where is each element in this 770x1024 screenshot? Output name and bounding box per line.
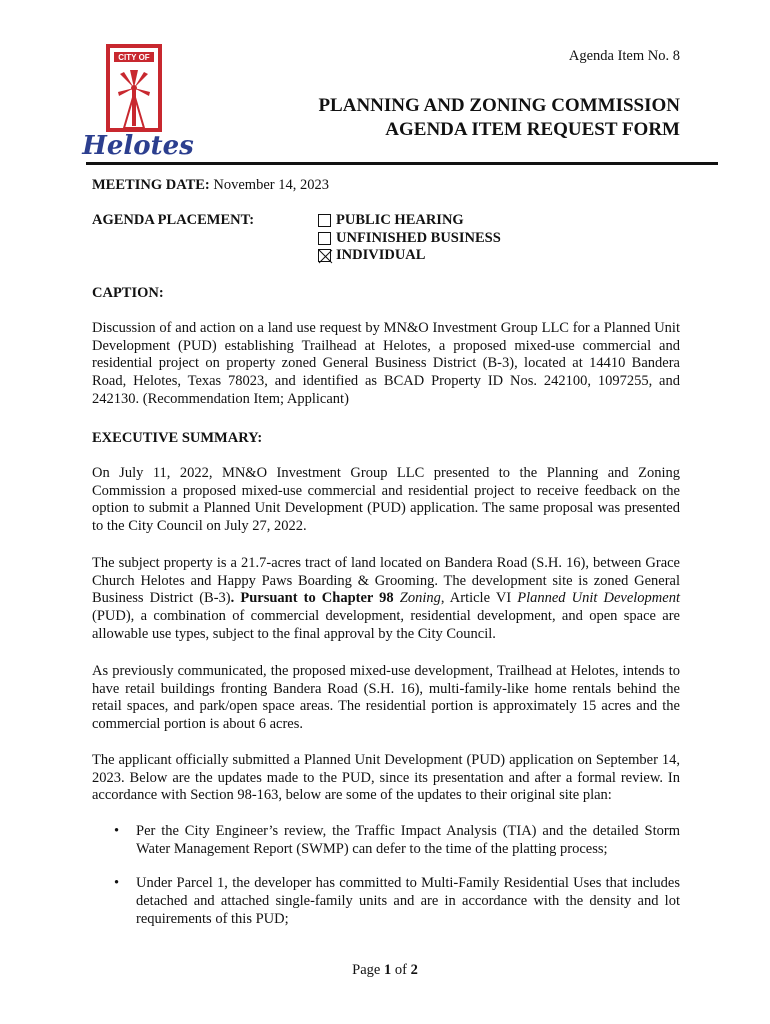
option-public-hearing[interactable] xyxy=(318,212,501,230)
individual-label: INDIVIDUAL xyxy=(336,247,426,264)
page-footer: Page 1 of 2 xyxy=(352,962,418,978)
summary-paragraph-2: The subject property is a 21.7-acres tract of land located on Bandera Road (S.H. 16), between Grace Church Helotes and Happy Paws Boarding & Grooming. The development site is zoned General Business District (B-3). Pursuant to Chapter 98 Zoning, Article VI Planned Unit Development (PUD), a combination of commercial development, residential development, and open space are allowable use types, subject to the final approval by the City Council. xyxy=(92,555,680,642)
list-item: • Per the City Engineer’s review, the Traffic Impact Analysis (TIA) and the detailed Storm Water Management Report (SWMP) can defer to the time of the platting process; xyxy=(114,823,680,857)
title-line-1: PLANNING AND ZONING COMMISSION xyxy=(318,95,680,116)
summary-paragraph-4: The applicant officially submitted a Planned Unit Development (PUD) application on September 14, 2023. Below are the updates made to the PUD, since its presentation and after a formal review. In accordance with Section 98-163, below are some of the updates to their original site plan: xyxy=(92,752,680,804)
meeting-date-label: MEETING DATE: xyxy=(92,177,210,193)
city-of-helotes-logo xyxy=(82,44,194,162)
bullet-icon: • xyxy=(114,875,120,892)
updates-list xyxy=(92,823,680,929)
title-line-2: AGENDA ITEM REQUEST FORM xyxy=(385,119,680,140)
agenda-item-number: Agenda Item No. 8 xyxy=(568,48,680,64)
unfinished-business-label: UNFINISHED BUSINESS xyxy=(336,229,501,246)
summary-paragraph-3: As previously communicated, the proposed mixed-use development, Trailhead at Helotes, intends to have retail buildings fronting Bandera Road (S.H. 16), multi-family-like home rentals behind the retail spaces, and park/open space areas. The residential portion is approximately 15 acres and the commercial portion is about 6 acres. xyxy=(92,663,680,733)
form-title xyxy=(318,94,680,142)
option-individual[interactable] xyxy=(318,247,501,265)
list-item: • Under Parcel 1, the developer has committed to Multi-Family Residential Uses that includes detached and attached single-family units and are in accordance with the density and lot requirements of this PUD; xyxy=(114,875,680,927)
header-divider xyxy=(86,162,718,165)
public-hearing-label: PUBLIC HEARING xyxy=(336,212,464,229)
agenda-placement-options xyxy=(318,212,501,265)
logo-name: Helotes xyxy=(82,131,194,161)
agenda-placement-label: AGENDA PLACEMENT: xyxy=(92,212,255,228)
unfinished-business-checkbox[interactable] xyxy=(318,232,331,245)
meeting-date xyxy=(92,177,329,194)
individual-checkbox[interactable] xyxy=(318,249,331,262)
caption-heading: CAPTION: xyxy=(92,285,164,301)
meeting-date-value: November 14, 2023 xyxy=(213,177,329,193)
logo-top-text: CITY OF xyxy=(118,53,150,62)
executive-summary-heading: EXECUTIVE SUMMARY: xyxy=(92,430,263,446)
caption-text: Discussion of and action on a land use request by MN&O Investment Group LLC for a Planned Unit Development (PUD) establishing Trailhead at Helotes, a proposed mixed-use commercial and residential project on property zoned General Business District (B-3), located at 14410 Bandera Road, Helotes, Texas 78023, and identified as BCAD Property ID Nos. 242100, 1097255, and 242130. (Recommendation Item; Applicant) xyxy=(92,320,680,407)
bullet-icon: • xyxy=(114,823,120,839)
summary-paragraph-1: On July 11, 2022, MN&O Investment Group LLC presented to the Planning and Zoning Commission a proposed mixed-use commercial and residential project to receive feedback on the option to submit a Planned Unit Development (PUD) application. The same proposal was presented to the City Council on July 27, 2022. xyxy=(92,465,680,535)
public-hearing-checkbox[interactable] xyxy=(318,214,331,227)
checked-x-icon xyxy=(319,250,332,263)
option-unfinished-business[interactable] xyxy=(318,230,501,248)
